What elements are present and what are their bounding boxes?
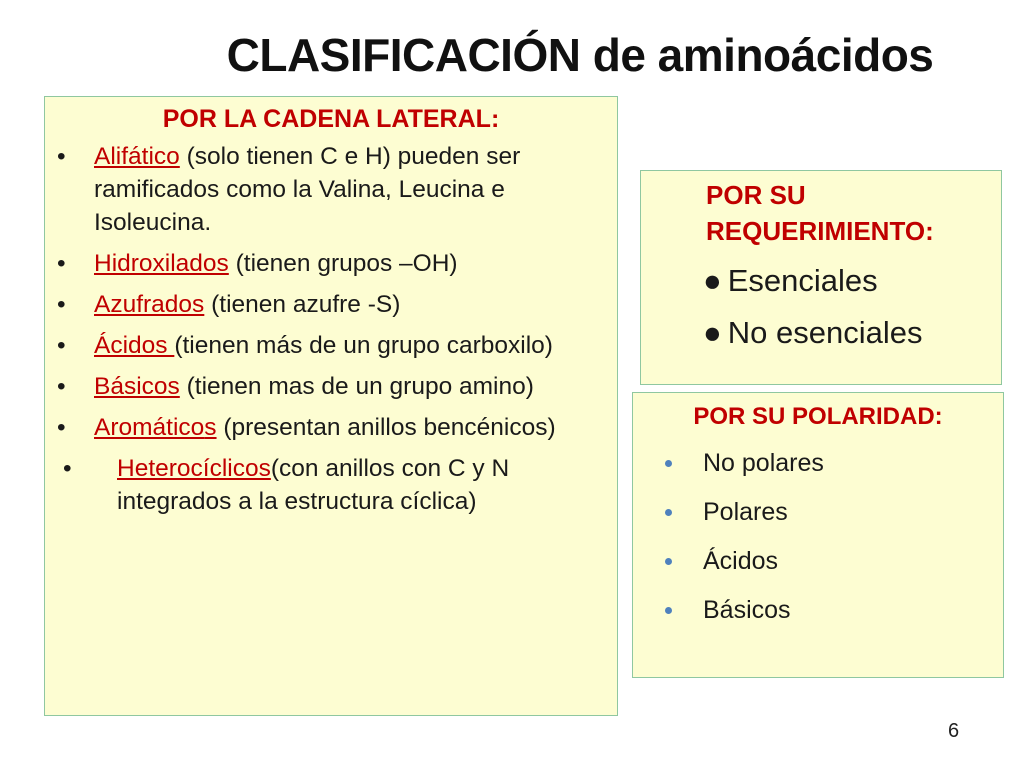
bullet-icon: ●: [703, 263, 722, 298]
list-item: [45, 247, 617, 280]
item-description: (presentan anillos bencénicos): [216, 414, 556, 441]
list-item: [633, 537, 1003, 586]
list-item: [641, 307, 1001, 359]
polaridad-list: [633, 439, 1003, 635]
list-item: [45, 140, 617, 239]
bullet-icon: •: [57, 414, 66, 441]
bullet-icon: •: [57, 291, 66, 318]
item-label: Ácidos: [703, 547, 779, 575]
list-item: [633, 488, 1003, 537]
bullet-icon: •: [57, 143, 66, 170]
bullet-icon: ●: [703, 315, 722, 350]
list-item: [45, 288, 617, 321]
item-description: (solo tienen C e H) pueden ser ramificados como la Valina, Leucina e Isoleucina.: [94, 143, 521, 236]
item-label: Polares: [703, 498, 788, 526]
term-basicos: Básicos: [94, 373, 180, 400]
cadena-lateral-box: [44, 96, 618, 716]
item-label: No esenciales: [727, 315, 923, 350]
polaridad-box: [632, 392, 1004, 678]
list-item: [45, 370, 617, 403]
requerimiento-heading-line2: REQUERIMIENTO:: [706, 216, 934, 246]
bullet-icon: •: [57, 332, 66, 359]
page-number: 6: [948, 720, 960, 742]
requerimiento-box: [640, 170, 1002, 385]
term-alifatico: Alifático: [94, 143, 180, 170]
item-description: (tienen mas de un grupo amino): [179, 373, 534, 400]
bullet-icon: [665, 607, 672, 614]
item-label: Básicos: [703, 596, 791, 624]
item-description: (con anillos con C y N integrados a la estructura cíclica): [117, 455, 510, 515]
list-item: [633, 439, 1003, 488]
bullet-icon: [665, 460, 672, 467]
term-acidos: Ácidos: [94, 332, 175, 359]
term-azufrados: Azufrados: [94, 291, 205, 318]
item-label: Esenciales: [727, 263, 878, 298]
cadena-lateral-list: [45, 140, 617, 518]
bullet-icon: •: [57, 250, 66, 277]
bullet-icon: •: [63, 455, 72, 482]
cadena-lateral-heading: POR LA CADENA LATERAL:: [162, 105, 500, 133]
bullet-icon: •: [57, 373, 66, 400]
slide-title: CLASIFICACIÓN de aminoácidos: [226, 29, 934, 81]
list-item: [45, 411, 617, 444]
term-heterociclicos: Heterocíclicos: [117, 455, 271, 482]
item-description: (tienen más de un grupo carboxilo): [174, 332, 553, 359]
term-hidroxilados: Hidroxilados: [94, 250, 229, 277]
requerimiento-heading-line1: POR SU: [706, 180, 806, 210]
term-aromaticos-suffix: s: [204, 414, 217, 441]
list-item: [641, 255, 1001, 307]
bullet-icon: [665, 558, 672, 565]
item-description: (tienen grupos –OH): [228, 250, 458, 277]
list-item: [45, 452, 617, 518]
item-description: (tienen azufre -S): [204, 291, 401, 318]
list-item: [45, 329, 617, 362]
item-label: No polares: [703, 449, 824, 477]
bullet-icon: [665, 509, 672, 516]
requerimiento-heading: [641, 177, 1001, 249]
polaridad-heading: POR SU POLARIDAD:: [693, 403, 943, 430]
requerimiento-list: [641, 255, 1001, 359]
term-aromaticos: Aromático: [94, 414, 205, 441]
list-item: [633, 586, 1003, 635]
